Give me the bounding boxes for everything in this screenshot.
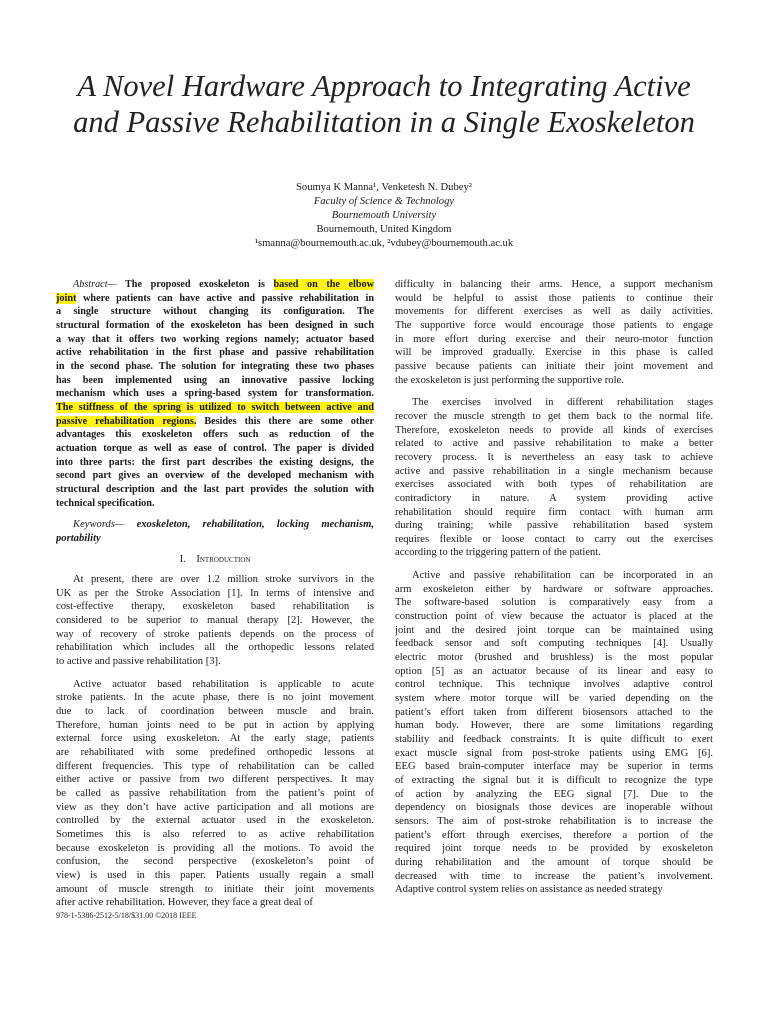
text-line: related to active and passive rehabilitation to make a better: [395, 438, 713, 450]
text-line: different frequencies. This type of rehabilitation can be called: [56, 760, 374, 772]
text-line: dependency on biosignals those devices are inoperable without: [395, 802, 713, 814]
abstract-line: a way that it offers two working regions namely; actuator based: [56, 333, 374, 345]
author-faculty: Faculty of Science & Technology: [313, 196, 455, 207]
abstract-line: active rehabilitation in the first phase and passive rehabilitation: [56, 347, 374, 359]
text-line: amount of muscle strength to initiate their joint movements: [56, 883, 374, 895]
text-line: stroke patients. In the acute phase, there is no joint movement: [56, 692, 374, 704]
text-line: requires flexible or loose contact to carry out the exercises: [395, 533, 713, 545]
text-line: be called as passive rehabilitation from the patient’s point of: [56, 787, 374, 799]
text-line: stability and feedback constraints. It is quite difficult to exert: [395, 734, 713, 745]
keywords-label: Keywords—: [73, 519, 125, 531]
abstract-line: joint where patients can have active and passive rehabilitation in: [56, 292, 374, 304]
section-heading: [56, 553, 374, 567]
text-line: feedback sensor and soft computing techniques [4]. Usually: [395, 638, 713, 650]
text-line: recover the muscle strength to get them back to the normal life.: [395, 410, 713, 422]
section-title: Introduction: [196, 554, 251, 566]
text-line: active and passive rehabilitation in a single mechanism because: [395, 465, 713, 477]
text-line: decreased with time to increase the patient’s involvement.: [395, 870, 713, 882]
abstract: [56, 278, 374, 510]
text-line: electric motor (brushed and brushless) is the most popular: [395, 652, 713, 664]
left-body-text: [56, 573, 374, 910]
keywords-text: portability: [56, 532, 101, 544]
title-line-2: and Passive Rehabilitation in a Single Exoskeleton: [73, 105, 695, 139]
paragraph: [395, 569, 713, 897]
text-line: patient’s effort through exercises, therefore a portion of the: [395, 829, 713, 841]
author-university: Bournemouth University: [331, 210, 437, 221]
text-line: recovery process. It is nevertheless an easy task to achieve: [395, 451, 713, 463]
text-line: are rehabilitated with some predefined orthopedic lessons at: [56, 747, 374, 758]
paragraph: [56, 678, 374, 910]
text-line: of action by analyzing the EEG signal [7]. Due to the: [395, 788, 713, 800]
title-line-1: A Novel Hardware Approach to Integrating Active: [77, 69, 691, 103]
text-line: Active actuator based rehabilitation is applicable to acute: [73, 678, 374, 690]
text-line: required joint torque needs to be provided by exoskeleton: [395, 843, 713, 855]
text-line: controlled by the external actuator used in the exoskeleton.: [56, 815, 374, 827]
text-line: during training; while passive rehabilitation based system: [395, 520, 713, 532]
abstract-line: mechanism which uses a spring-based system for transformation.: [56, 388, 374, 400]
abstract-line: structural description and the last part provides the solution with: [56, 483, 374, 495]
left-column: [56, 278, 374, 910]
text-line: system where motor torque will be varied depending on the: [395, 693, 713, 705]
text-line: considered to be superior to manual therapy [2]. However, the: [56, 615, 374, 627]
author-emails: ¹smanna@bournemouth.ac.uk, ²vdubey@bournemouth.ac.uk: [254, 238, 514, 249]
abstract-line: has been implemented using an innovative passive locking: [56, 374, 374, 386]
highlighted-text: passive rehabilitation regions.: [56, 415, 197, 427]
abstract-line: structural formation of the exoskeleton has been designed in such: [56, 319, 374, 331]
text-line: exact muscle signal from post-stroke patients using EMG [6].: [395, 747, 713, 759]
text-line: difficulty in balancing their arms. Hence, a support mechanism: [395, 279, 713, 290]
abstract-line: a single structure without changing its configuration. The: [56, 306, 374, 318]
paragraph: [56, 573, 374, 669]
text-line: sensors. The aim of post-stroke rehabilitation is to increase the: [395, 815, 713, 827]
author-names: Soumya K Manna¹, Venketesh N. Dubey²: [296, 182, 472, 193]
abstract-line: passive rehabilitation regions. Besides this there are some other: [56, 415, 374, 427]
section-number: I.: [179, 554, 186, 566]
abstract-line: Abstract— The proposed exoskeleton is based on the elbow: [73, 279, 374, 290]
text-line: according to the triggering pattern of the patient.: [395, 547, 601, 559]
text-line: to active and passive rehabilitation [3].: [56, 656, 221, 668]
text-line: Adaptive control system relies on assistance as needed strategy: [395, 884, 663, 896]
highlighted-text: joint: [56, 292, 77, 304]
text-line: external force using exoskeleton. At the early stage, patients: [56, 733, 374, 745]
text-line: UK as per the Stroke Association [1]. In terms of intensive and: [56, 587, 374, 599]
text-line: arm exoskeleton either by hardware or software approaches.: [395, 583, 713, 595]
text-line: The software-based solution is comparatively easy from a: [395, 597, 713, 609]
keywords: [56, 518, 374, 545]
abstract-line: advantages this exoskeleton offers such as reduction of the: [56, 429, 374, 441]
paragraph: [395, 278, 713, 387]
text-line: view) is used in this paper. Patients usually regain a small: [56, 869, 374, 881]
author-location: Bournemouth, United Kingdom: [316, 224, 452, 235]
abstract-line: technical specification.: [56, 497, 155, 509]
text-line: would be helpful to assist those patients to continue their: [395, 292, 713, 304]
text-line: At present, there are over 1.2 million stroke survivors in the: [73, 574, 374, 586]
text-line: rehabilitation which includes all the orthopedic lessons related: [56, 642, 374, 654]
text-line: The supportive force would encourage those patients to engage: [395, 319, 713, 331]
text-line: after active rehabilitation. However, they face a great deal of: [56, 897, 313, 909]
text-line: movements for different exercises as well as daily activities.: [395, 306, 713, 318]
text-line: will be improved gradually. Exercise in this phase is called: [395, 347, 713, 359]
text-line: in more effort during exercise and their neuro-motor function: [395, 333, 713, 345]
abstract-label: Abstract—: [73, 279, 117, 290]
text-line: the exoskeleton is just performing the supportive role.: [395, 374, 624, 386]
text-line: of extracting the signal but it is difficult to recognize the type: [395, 774, 713, 786]
paragraph: [395, 396, 713, 560]
text-line: exercises associated with both types of rehabilitation are: [395, 479, 713, 491]
abstract-line: into three parts: the first part describes the existing designs, the: [56, 456, 374, 468]
text-line: Therefore, exoskeleton needs to provide all kinds of exercises: [395, 424, 713, 436]
keywords-text: exoskeleton, rehabilitation, locking mechanism,: [136, 519, 374, 531]
abstract-line: second part gives an overview of the developed mechanism with: [56, 470, 374, 482]
text-line: either active or passive from two different perspectives. It may: [56, 774, 374, 786]
keywords-line: [56, 518, 374, 532]
text-line: human body. However, there are some limitations regarding: [395, 720, 713, 732]
text-line: view as they don’t have active participation and all motions are: [56, 801, 374, 813]
text-line: The exercises involved in different rehabilitation stages: [412, 397, 713, 409]
paper-title: [40, 68, 728, 140]
text-line: joint and the desired joint torque can be maintained using: [395, 624, 713, 636]
copyright-footer: 978-1-5386-2512-5/18/$31.00 ©2018 IEEE: [56, 911, 197, 920]
right-column: [395, 278, 713, 897]
abstract-line: actuation torque as well as ease of control. The paper is divided: [56, 442, 374, 454]
right-body-text: [395, 278, 713, 897]
text-line: construction point of view because the actuator is placed at the: [395, 611, 713, 623]
text-line: way of recovery of stroke patients depends on the process of: [56, 628, 374, 640]
highlighted-text: The stiffness of the spring is utilized to switch between active and: [56, 401, 374, 413]
abstract-line: in the second phase. The solution for integrating these two phases: [56, 360, 374, 372]
text-line: Active and passive rehabilitation can be incorporated in an: [412, 570, 713, 582]
text-line: because exoskeleton is providing all the motions. To avoid the: [56, 842, 374, 854]
text-line: rehabilitation should require firm contact with human arm: [395, 506, 713, 518]
text-line: Therefore, human joints need to be put in action by applying: [56, 719, 374, 731]
text-line: during rehabilitation and the amount of torque should be: [395, 856, 713, 868]
highlighted-text: based on the elbow: [273, 279, 374, 290]
text-line: passive because patients can initiate their joint movement and: [395, 360, 713, 372]
text-line: Sometimes this is also referred to as active rehabilitation: [56, 828, 374, 840]
text-line: EEG based brain-computer interface may be superior in terms: [395, 761, 713, 773]
keywords-line: [56, 532, 374, 546]
text-line: control technique. This technique involves adaptive control: [395, 679, 713, 691]
text-line: confusion, the second perspective (exoskeleton’s point of: [56, 856, 374, 868]
author-block: [100, 181, 668, 251]
text-line: option [5] as an actuator because of its linear and easy to: [395, 665, 713, 677]
text-line: contradictory in nature. A system providing active: [395, 492, 713, 504]
text-line: patient’s effort taken from different biosensors attached to the: [395, 706, 713, 718]
abstract-line: [56, 401, 374, 415]
text-line: cost-effective therapy, exoskeleton based rehabilitation is: [56, 601, 374, 613]
text-line: due to lack of coordination between muscle and brain.: [56, 706, 374, 718]
